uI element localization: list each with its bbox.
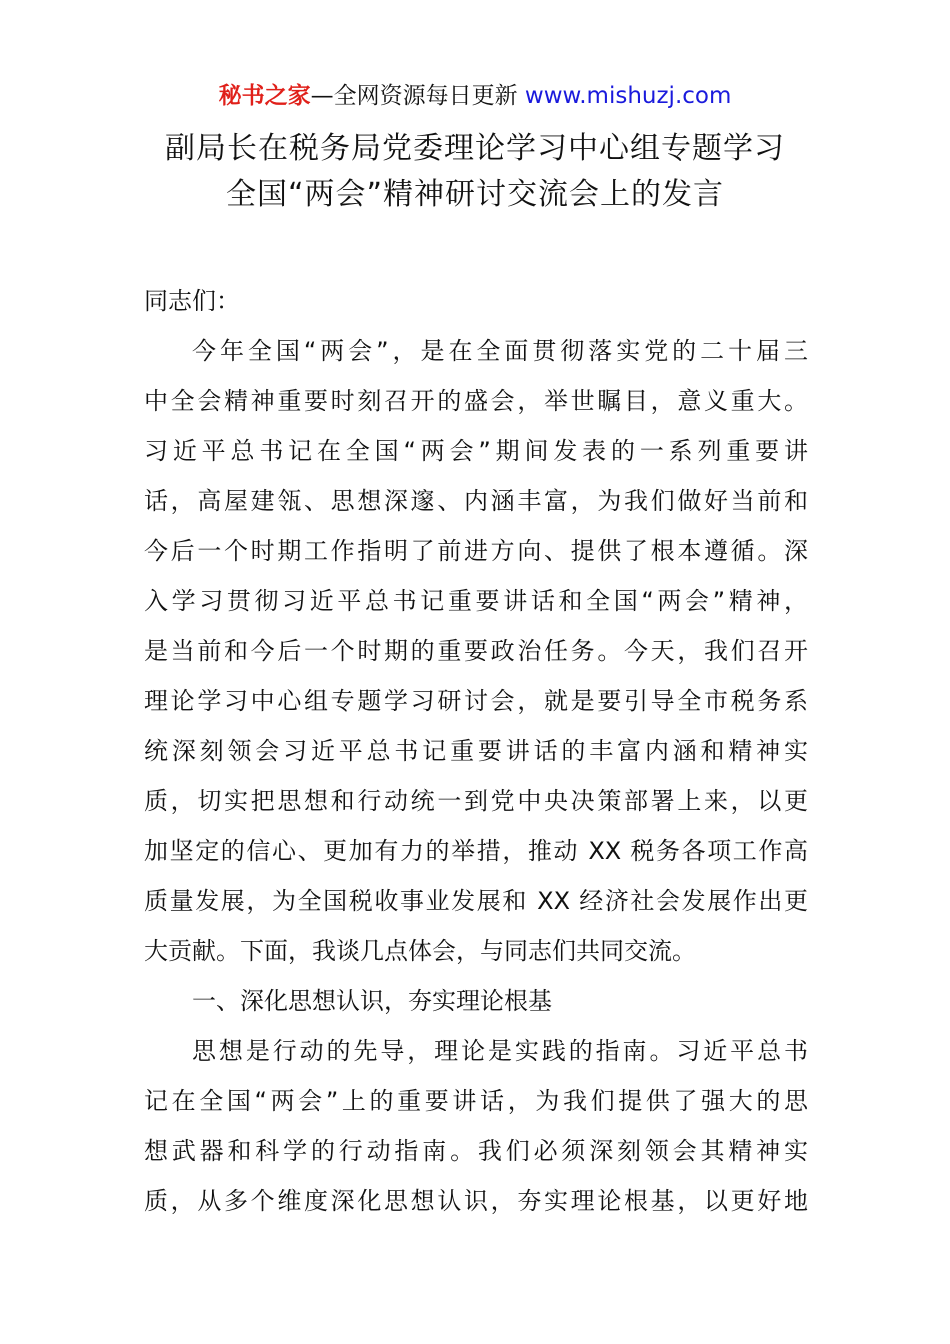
paragraph-1 <box>144 326 808 976</box>
paragraph-line: 质，切实把思想和行动统一到党中央决策部署上来，以更 <box>144 787 808 815</box>
paragraph-line: 今年全国“两会”，是在全面贯彻落实党的二十届三 <box>192 337 808 365</box>
paragraph-line: 质量发展，为全国税收事业发展和 XX 经济社会发展作出更 <box>144 887 808 915</box>
paragraph-line: 理论学习中心组专题学习研讨会，就是要引导全市税务系 <box>144 687 808 715</box>
paragraph-line: 是当前和今后一个时期的重要政治任务。今天，我们召开 <box>144 637 808 665</box>
greeting: 同志们： <box>144 287 240 315</box>
paragraph-2 <box>144 1026 808 1226</box>
paragraph-line: 入学习贯彻习近平总书记重要讲话和全国“两会”精神， <box>144 587 808 615</box>
paragraph-line: 习近平总书记在全国“两会”期间发表的一系列重要讲 <box>144 437 808 465</box>
paragraph-line: 记在全国“两会”上的重要讲话，为我们提供了强大的思 <box>144 1087 808 1115</box>
site-url-link[interactable]: www.mishuzj.com <box>524 83 732 109</box>
paragraph-line: 大贡献。下面，我谈几点体会，与同志们共同交流。 <box>144 937 696 965</box>
site-tagline: —全网资源每日更新 <box>310 83 518 109</box>
paragraph-line: 今后一个时期工作指明了前进方向、提供了根本遵循。深 <box>144 537 808 565</box>
paragraph-line: 统深刻领会习近平总书记重要讲话的丰富内涵和精神实 <box>144 737 808 765</box>
title-line-2: 全国“两会”精神研讨交流会上的发言 <box>225 177 725 212</box>
paragraph-line: 思想是行动的先导，理论是实践的指南。习近平总书 <box>192 1037 808 1065</box>
paragraph-line: 中全会精神重要时刻召开的盛会，举世瞩目，意义重大。 <box>144 387 808 415</box>
paragraph-line: 质，从多个维度深化思想认识，夯实理论根基，以更好地 <box>144 1187 808 1215</box>
paragraph-line: 话，高屋建瓴、思想深邃、内涵丰富，为我们做好当前和 <box>144 487 808 515</box>
paragraph-line: 想武器和科学的行动指南。我们必须深刻领会其精神实 <box>144 1137 808 1165</box>
paragraph-line: 加坚定的信心、更加有力的举措，推动 XX 税务各项工作高 <box>144 837 808 865</box>
site-brand: 秘书之家 <box>218 83 311 109</box>
site-header <box>0 80 950 112</box>
document-title <box>0 126 950 218</box>
document-body <box>144 276 808 1226</box>
section-heading-1: 一、深化思想认识，夯实理论根基 <box>192 987 552 1015</box>
title-line-1: 副局长在税务局党委理论学习中心组专题学习 <box>165 131 785 166</box>
